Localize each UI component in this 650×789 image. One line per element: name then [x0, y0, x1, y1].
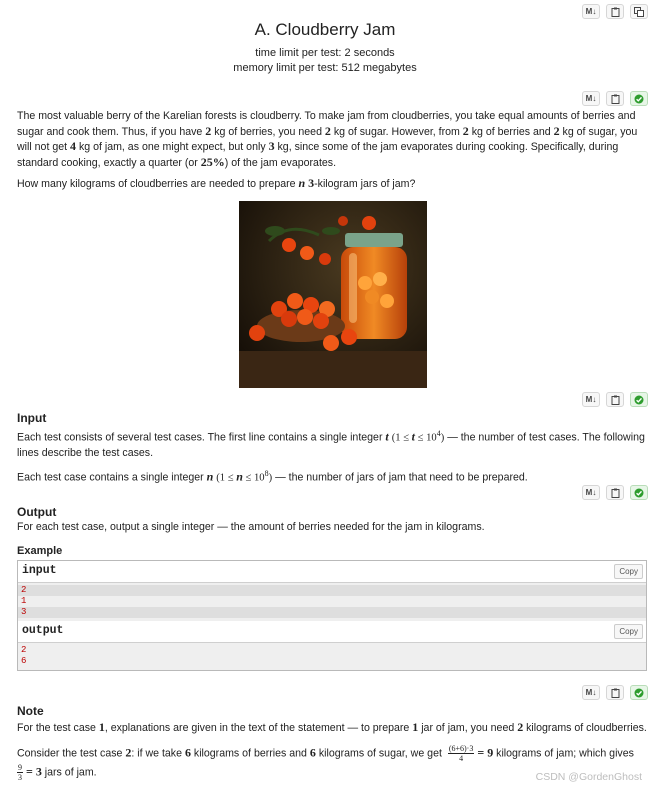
- example-output-line: 2: [21, 645, 27, 655]
- example-output-line: 6: [21, 656, 27, 666]
- memory-limit: memory limit per test: 512 megabytes: [233, 62, 417, 74]
- input-paragraph: Each test consists of several test cases. The first line contains a single integer t $(1 \le t \le 10^4)$ — the number of test cases. The following lines describe the test cases.: [17, 429, 645, 460]
- note-toolbar: [582, 685, 648, 700]
- output-heading: Output: [17, 505, 57, 519]
- example-output-label: output: [22, 624, 64, 637]
- markdown-icon[interactable]: M↓: [582, 91, 600, 106]
- markdown-icon[interactable]: M↓: [582, 685, 600, 700]
- watermark: CSDN @GordenGhost: [535, 771, 642, 783]
- copy-output-button[interactable]: Copy: [614, 624, 643, 639]
- copy-input-button[interactable]: Copy: [614, 564, 643, 579]
- check-icon[interactable]: [630, 485, 648, 500]
- example-input-line: 2: [18, 585, 646, 596]
- example-input-line: 1: [21, 596, 27, 606]
- input-heading: Input: [17, 411, 47, 425]
- problem-title: A. Cloudberry Jam: [254, 20, 396, 39]
- clipboard-icon[interactable]: [606, 485, 624, 500]
- note-paragraph-1: For the test case 1, explanations are given in the text of the statement — to prepare 1 jar of jam, you need 2 kilograms of cloudberries.: [17, 720, 647, 734]
- statement-toolbar: [582, 91, 648, 106]
- check-icon[interactable]: [630, 91, 648, 106]
- example-heading: Example: [17, 545, 63, 557]
- fraction: $\frac{9}{3}$: [18, 763, 22, 782]
- clipboard-icon[interactable]: [606, 4, 624, 19]
- example-input-box: [17, 560, 647, 622]
- output-paragraph: For each test case, output a single integer — the amount of berries needed for the jam in kilograms.: [17, 521, 485, 533]
- example-input-line: 3: [18, 607, 646, 618]
- input-toolbar: [582, 392, 648, 407]
- time-limit: time limit per test: 2 seconds: [255, 47, 395, 59]
- fraction: $\frac{(6+6)\cdot 3}{4}$: [448, 744, 474, 763]
- example-output-box: [17, 621, 647, 671]
- statement-question: How many kilograms of cloudberries are needed to prepare n 3-kilogram jars of jam?: [17, 176, 416, 190]
- note-paragraph-2: Consider the test case 2: if we take 6 kilograms of berries and 6 kilograms of sugar, we get $\frac{(6+6)\cdot 3}{4}$ = 9 kilograms of jam; which gives $\frac{9}{3}$ = 3 jars of jam.: [17, 744, 634, 782]
- clipboard-icon[interactable]: [606, 685, 624, 700]
- header-toolbar: [582, 4, 648, 19]
- cloudberry-jam-illustration: [239, 201, 427, 388]
- markdown-icon[interactable]: M↓: [582, 4, 600, 19]
- clipboard-icon[interactable]: [606, 91, 624, 106]
- clipboard-icon[interactable]: [606, 392, 624, 407]
- translate-icon[interactable]: [630, 4, 648, 19]
- input-paragraph-2: Each test case contains a single integer n $(1 \le n \le 10^8)$ — the number of jars of jam that need to be prepared.: [17, 469, 528, 484]
- output-toolbar: [582, 485, 648, 500]
- statement-paragraph: The most valuable berry of the Karelian forests is cloudberry. To make jam from cloudberries, you take equal amounts of berries and sugar and cook them. Thus, if you have 2 kg of berries, you need 2 kg of sugar. However, from 2 kg of berries and 2 kg of sugar, you will not get 4 kg of jam, as one might expect, but only 3 kg, since some of the jam evaporates during cooking. Specifically, during standard cooking, exactly a quarter (or 25%) of the jam evaporates.: [17, 110, 638, 169]
- markdown-icon[interactable]: M↓: [582, 392, 600, 407]
- markdown-icon[interactable]: M↓: [582, 485, 600, 500]
- check-icon[interactable]: [630, 392, 648, 407]
- check-icon[interactable]: [630, 685, 648, 700]
- note-heading: Note: [17, 704, 44, 718]
- example-input-label: input: [22, 564, 57, 577]
